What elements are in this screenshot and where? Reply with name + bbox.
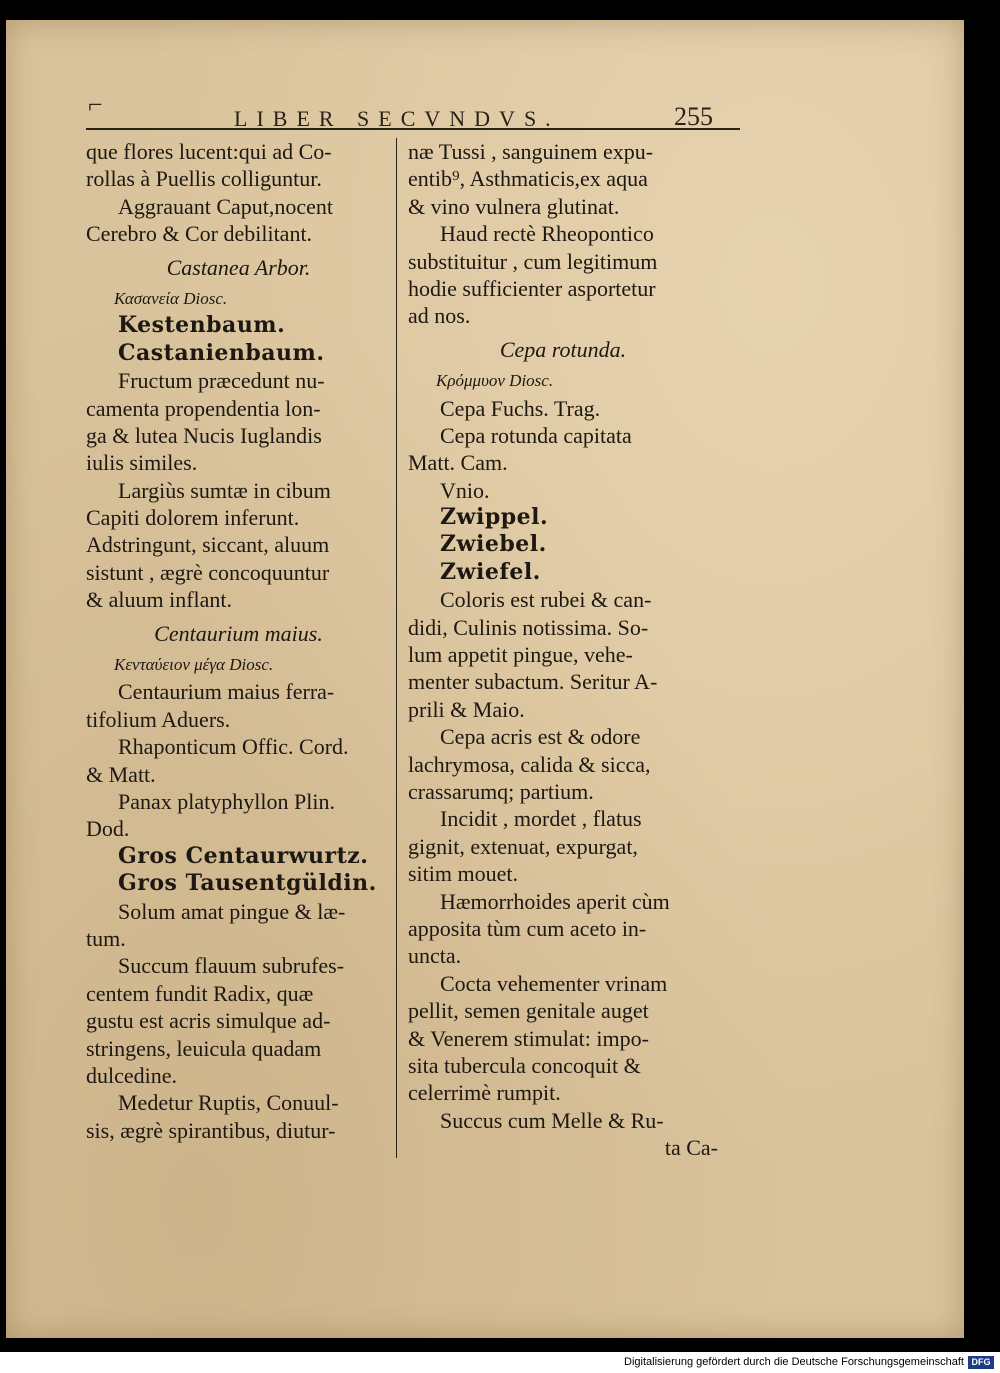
section-heading: Castanea Arbor.: [166, 254, 311, 280]
paragraph-start-line: Panax platyphyllon Plin.: [118, 788, 335, 814]
text-line: uncta.: [408, 943, 462, 969]
text-line: sitim mouet.: [408, 861, 518, 887]
text-line: & Venerem stimulat: impo-: [408, 1025, 649, 1051]
text-line: tum.: [86, 925, 126, 951]
header-mark: ⌐: [88, 90, 103, 119]
text-line: stringens, leuicula quadam: [86, 1035, 322, 1061]
paragraph-start-line: Cocta vehementer vrinam: [440, 970, 668, 996]
german-name-line: Castanienbaum.: [118, 339, 325, 366]
text-line: substituitur , cum legitimum: [408, 248, 658, 274]
text-line: Adstringunt, siccant, aluum: [86, 532, 330, 558]
text-line: apposita tùm cum aceto in-: [408, 915, 647, 941]
paragraph-start-line: Rhaponticum Offic. Cord.: [118, 734, 349, 760]
section-heading: Centaurium maius.: [154, 620, 323, 646]
german-name-line: Kestenbaum.: [118, 312, 286, 339]
paragraph-start-line: Incidit , mordet , flatus: [440, 806, 642, 832]
text-line: que flores lucent:qui ad Co-: [86, 139, 332, 164]
text-line: sistunt , ægrè concoquuntur: [86, 559, 330, 585]
header-rule: [86, 128, 740, 130]
catchword-line: ta Ca-: [664, 1135, 718, 1161]
german-name-line: Zwippel.: [440, 504, 549, 531]
paragraph-start-line: Aggrauant Caput,nocent: [118, 193, 334, 219]
text-line: & Matt.: [86, 761, 156, 787]
greek-synonym-line: Κρόμμυον Diosc.: [436, 371, 554, 391]
section-heading: Cepa rotunda.: [499, 336, 627, 362]
paragraph-start-line: Succum flauum subrufes-: [118, 953, 345, 979]
paragraph-start-line: Solum amat pingue & læ-: [118, 898, 346, 924]
text-line: menter subactum. Seritur A-: [408, 669, 658, 695]
paragraph-start-line: Haud rectè Rheopontico: [440, 221, 654, 247]
text-line: gignit, extenuat, expurgat,: [408, 833, 638, 859]
paragraph-start-line: Centaurium maius ferra-: [118, 679, 335, 705]
dfg-logo: DFG: [968, 1356, 994, 1369]
text-line: næ Tussi , sanguinem expu-: [408, 139, 654, 164]
text-line: Dod.: [86, 816, 130, 842]
paragraph-start-line: Largiùs sumtæ in cibum: [118, 477, 331, 503]
text-line: entib⁹, Asthmaticis,ex aqua: [408, 166, 648, 192]
text-line: tifolium Aduers.: [86, 706, 231, 732]
paragraph-start-line: Coloris est rubei & can-: [440, 587, 652, 613]
text-line: didi, Culinis notissima. So-: [408, 614, 649, 640]
paragraph-start-line: Cepa rotunda capitata: [440, 422, 632, 448]
text-line: sis, ægrè spirantibus, diutur-: [86, 1117, 336, 1143]
text-line: prili & Maio.: [408, 696, 525, 722]
right-column: [408, 138, 718, 1161]
text-line: hodie sufficienter asportetur: [408, 275, 656, 301]
german-name-line: Gros Tausentgüldin.: [118, 870, 377, 897]
text-line: Capiti dolorem inferunt.: [86, 505, 300, 531]
text-line: crassarumq; partium.: [408, 778, 594, 804]
paragraph-start-line: Hæmorrhoides aperit cùm: [440, 888, 670, 914]
paragraph-start-line: Fructum præcedunt nu-: [118, 368, 325, 394]
running-head: LIBER SECVNDVS.: [234, 106, 560, 131]
text-line: & aluum inflant.: [86, 587, 233, 613]
text-line: celerrimè rumpit.: [408, 1080, 561, 1106]
text-line: lum appetit pingue, vehe-: [408, 642, 633, 668]
column-divider: [396, 138, 397, 1158]
paragraph-start-line: Vnio.: [440, 477, 490, 503]
paragraph-start-line: Medetur Ruptis, Conuul-: [118, 1090, 339, 1116]
paragraph-start-line: Succus cum Melle & Ru-: [440, 1107, 664, 1133]
footer-credit: Digitalisierung gefördert durch die Deutsche Forschungsgemeinschaft: [624, 1356, 964, 1368]
text-line: pellit, semen genitale auget: [408, 998, 649, 1024]
text-line: sita tubercula concoquit &: [408, 1052, 641, 1078]
paragraph-start-line: Cepa Fuchs. Trag.: [440, 395, 601, 421]
left-column: [86, 138, 391, 1144]
text-line: gustu est acris simulque ad-: [86, 1008, 331, 1034]
text-line: iulis similes.: [86, 450, 198, 476]
book-page: [6, 20, 964, 1338]
german-name-line: Gros Centaurwurtz.: [118, 842, 369, 869]
text-line: dulcedine.: [86, 1062, 178, 1088]
german-name-line: Zwiefel.: [440, 558, 541, 585]
text-line: & vino vulnera glutinat.: [408, 193, 620, 219]
text-line: Matt. Cam.: [408, 450, 508, 476]
text-line: Cerebro & Cor debilitant.: [86, 221, 313, 247]
greek-synonym-line: Κασανεία Diosc.: [114, 288, 228, 308]
text-line: centem fundit Radix, quæ: [86, 980, 314, 1006]
text-line: camenta propendentia lon-: [86, 395, 321, 421]
text-line: ad nos.: [408, 303, 471, 329]
german-name-line: Zwiebel.: [440, 531, 547, 558]
page-number: 255: [674, 102, 713, 131]
text-line: ga & lutea Nucis Iuglandis: [86, 422, 322, 448]
text-line: lachrymosa, calida & sicca,: [408, 751, 651, 777]
paragraph-start-line: Cepa acris est & odore: [440, 724, 641, 750]
text-line: rollas à Puellis colliguntur.: [86, 166, 322, 192]
greek-synonym-line: Κενταύειον μέγα Diosc.: [114, 655, 274, 675]
